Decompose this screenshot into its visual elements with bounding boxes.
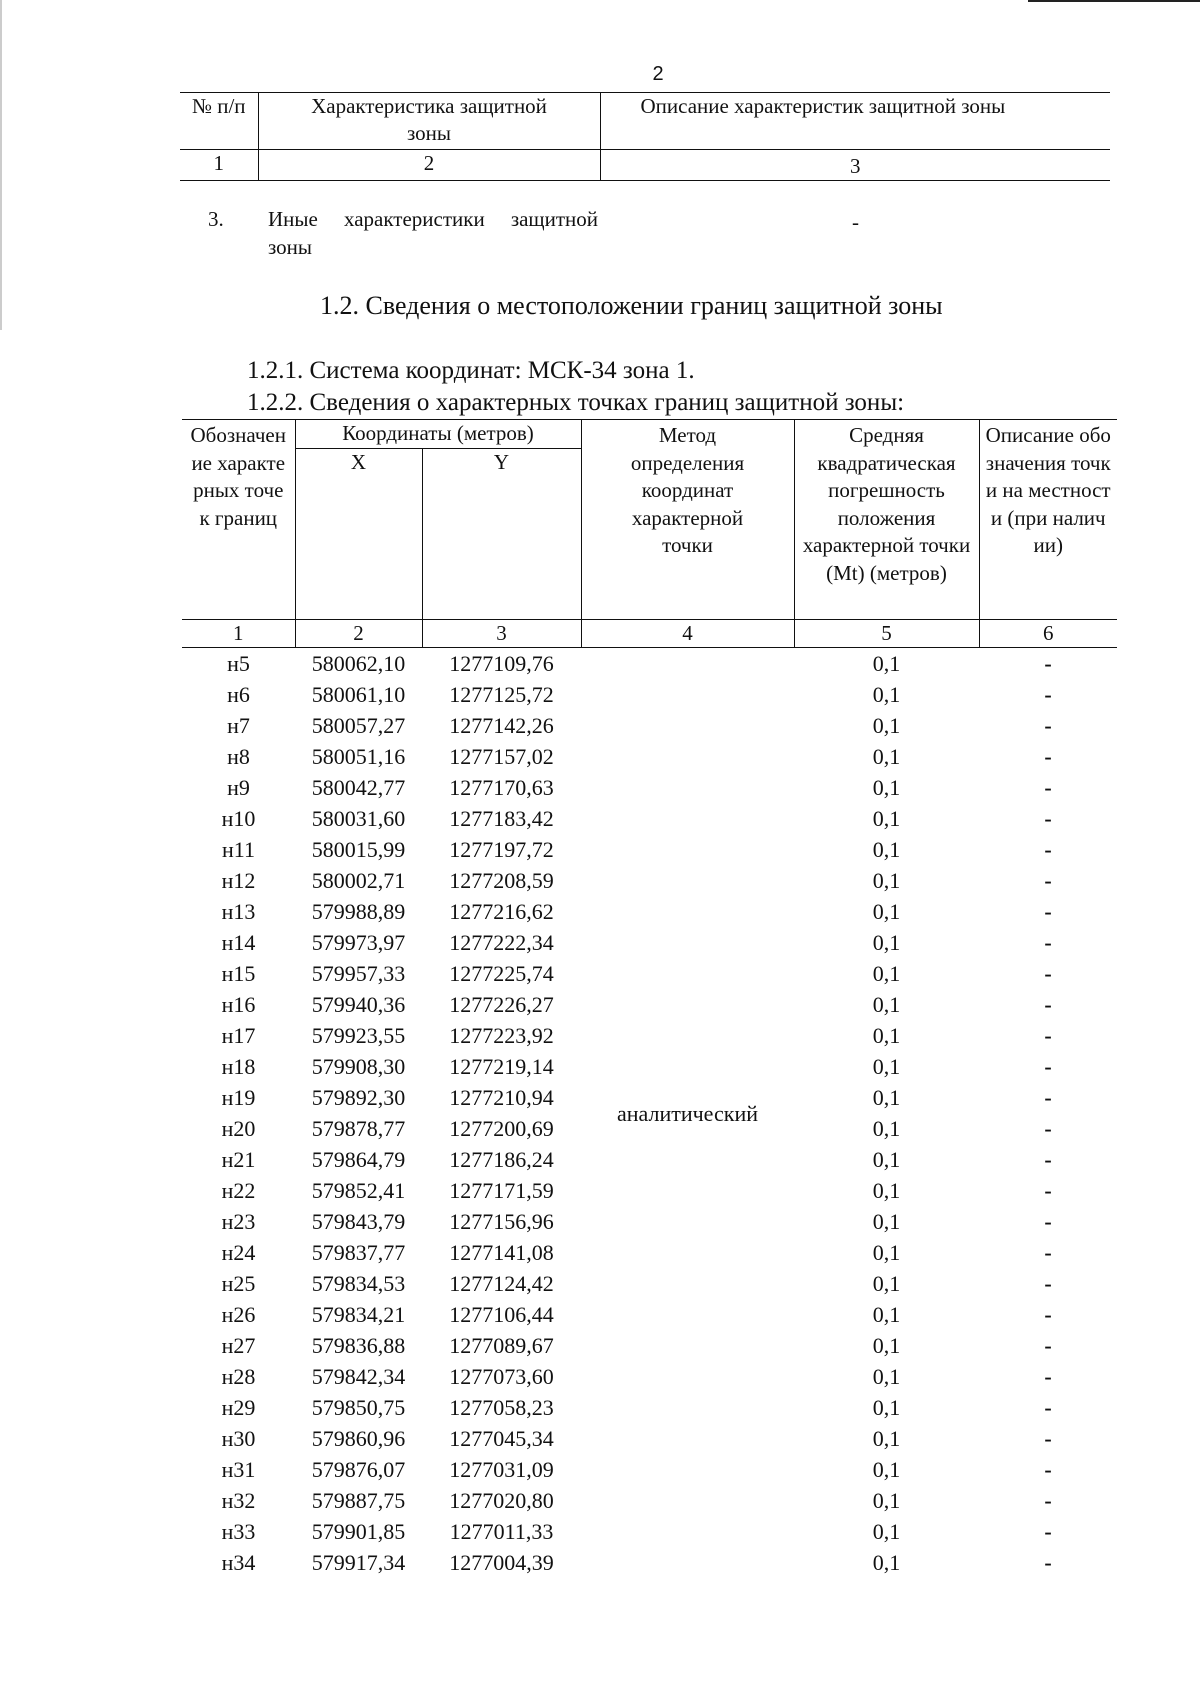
coord-y: 1277011,33 [449,1519,554,1544]
coord-x: 579908,30 [311,1054,406,1079]
page-number: 2 [652,63,664,85]
coord-y: 1277031,09 [449,1457,554,1482]
coord-x: 579878,77 [311,1116,406,1141]
coord-y: 1277210,94 [449,1085,554,1110]
coord-x: 579852,41 [311,1178,406,1203]
col-number: 3 [600,150,1110,181]
coord-x: 579917,34 [311,1550,406,1575]
point-description: - [1044,775,1052,800]
coord-y: 1277157,02 [449,744,554,769]
point-description: - [1044,1147,1052,1172]
col-number: 1 [180,150,258,181]
point-name: н13 [221,899,256,924]
header-description: Описание обозначения точки на местности (при наличии) [979,420,1117,620]
point-description: - [1044,1550,1052,1575]
coord-x: 579892,30 [311,1085,406,1110]
point-name: н9 [227,775,250,800]
coord-y: 1277225,74 [449,961,554,986]
point-name: н26 [221,1302,256,1327]
error-value: 0,1 [872,1054,901,1079]
coord-x: 579973,97 [311,930,406,955]
point-name: н11 [222,837,255,862]
point-description: - [1044,961,1052,986]
point-description: - [1044,1054,1052,1079]
coord-y: 1277020,80 [449,1488,554,1513]
table-header-row [180,93,1110,150]
table-body [182,648,1117,1579]
point-description: - [1044,899,1052,924]
coord-x: 579860,96 [311,1426,406,1451]
point-name: н15 [221,961,256,986]
coord-x: 580051,16 [311,744,406,769]
point-description: - [1044,1302,1052,1327]
point-name: н31 [221,1457,256,1482]
point-name: н24 [221,1240,256,1265]
error-value: 0,1 [872,899,901,924]
header-characteristic: Характеристика защитной зоны [258,93,600,150]
section-title: 1.2. Сведения о местоположении границ защитной зоны [320,291,943,320]
col-number: 4 [581,620,794,648]
coord-x: 580031,60 [311,806,406,831]
point-name: н21 [221,1147,256,1172]
point-name: н16 [221,992,256,1017]
point-name: н20 [221,1116,256,1141]
method-cell: аналитический [616,1100,758,1126]
point-description: - [1044,1085,1052,1110]
coord-y: 1277109,76 [449,651,554,676]
coord-x: 579957,33 [311,961,406,986]
coord-y: 1277089,67 [449,1333,554,1358]
point-description: - [1044,1364,1052,1389]
coord-x: 579836,88 [311,1333,406,1358]
coord-x: 580015,99 [311,837,406,862]
coord-y: 1277186,24 [449,1147,554,1172]
header-number: № п/п [180,93,258,150]
coord-y: 1277183,42 [449,806,554,831]
error-value: 0,1 [872,961,901,986]
point-name: н32 [221,1488,256,1513]
error-value: 0,1 [872,651,901,676]
coord-x: 579850,75 [311,1395,406,1420]
coord-y: 1277223,92 [449,1023,554,1048]
point-name: н27 [221,1333,256,1358]
point-description: - [1044,1426,1052,1451]
coord-x: 579837,77 [311,1240,406,1265]
point-description: - [1044,1116,1052,1141]
coord-x: 580057,27 [311,713,406,738]
coord-x: 579864,79 [311,1147,406,1172]
col-number: 3 [422,620,581,648]
coord-x: 579923,55 [311,1023,406,1048]
header-point: Обозначение характерных точек границ [182,420,295,620]
point-description: - [1044,806,1052,831]
point-description: - [1044,837,1052,862]
error-value: 0,1 [872,837,901,862]
coord-x: 579834,53 [311,1271,406,1296]
header-y: Y [422,449,581,620]
col-number: 2 [295,620,422,648]
point-description: - [1044,1209,1052,1234]
point-name: н33 [221,1519,256,1544]
error-value: 0,1 [872,992,901,1017]
error-value: 0,1 [872,682,901,707]
error-value: 0,1 [872,1240,901,1265]
coord-y: 1277106,44 [449,1302,554,1327]
coord-x: 579834,21 [311,1302,406,1327]
error-value: 0,1 [872,1333,901,1358]
table-row [182,648,1117,680]
error-value: 0,1 [872,1116,901,1141]
error-value: 0,1 [872,1209,901,1234]
header-description: Описание характеристик защитной зоны [600,93,1110,150]
point-name: н29 [221,1395,256,1420]
coord-y: 1277004,39 [449,1550,554,1575]
point-description: - [1044,651,1052,676]
coord-y: 1277124,42 [449,1271,554,1296]
point-description: - [1044,868,1052,893]
col-number: 1 [182,620,295,648]
point-name: н30 [221,1426,256,1451]
coord-x: 579887,75 [311,1488,406,1513]
coord-y: 1277156,96 [449,1209,554,1234]
point-name: н28 [221,1364,256,1389]
error-value: 0,1 [872,713,901,738]
point-name: н18 [221,1054,256,1079]
point-name: н19 [221,1085,256,1110]
coord-y: 1277058,23 [449,1395,554,1420]
error-value: 0,1 [872,1550,901,1575]
point-description: - [1044,682,1052,707]
coord-x: 579843,79 [311,1209,406,1234]
error-value: 0,1 [872,1302,901,1327]
point-name: н23 [221,1209,256,1234]
error-value: 0,1 [872,775,901,800]
zone-characteristics-table [180,92,1110,181]
coord-y: 1277208,59 [449,868,554,893]
point-description: - [1044,1519,1052,1544]
point-description: - [1044,1240,1052,1265]
coord-x: 579901,85 [311,1519,406,1544]
coord-x: 579842,34 [311,1364,406,1389]
coord-x: 579988,89 [311,899,406,924]
coord-y: 1277216,62 [449,899,554,924]
row-label: Иные характеристики защитной зоны [268,207,598,259]
col-number: 2 [258,150,600,181]
error-value: 0,1 [872,1488,901,1513]
point-name: н17 [221,1023,256,1048]
coord-x: 579876,07 [311,1457,406,1482]
coord-x: 580042,77 [311,775,406,800]
error-value: 0,1 [872,1426,901,1451]
error-value: 0,1 [872,1023,901,1048]
point-name: н6 [227,682,250,707]
col-number: 6 [979,620,1117,648]
point-description: - [1044,1333,1052,1358]
error-value: 0,1 [872,806,901,831]
coord-y: 1277219,14 [449,1054,554,1079]
point-name: н12 [221,868,256,893]
coord-x: 579940,36 [311,992,406,1017]
header-error: Средняя квадратическая погрешность положения характерной точки (Mt) (метров) [794,420,979,620]
error-value: 0,1 [872,1271,901,1296]
scan-edge-line [1028,0,1200,2]
coord-x: 580002,71 [311,868,406,893]
point-name: н5 [227,651,250,676]
point-description: - [1044,1271,1052,1296]
point-name: н34 [221,1550,256,1575]
row-value: - [852,210,859,234]
column-numbers-row [182,620,1117,648]
coord-y: 1277142,26 [449,713,554,738]
point-description: - [1044,1023,1052,1048]
coordinate-system: 1.2.1. Система координат: МСК-34 зона 1. [247,357,695,384]
error-value: 0,1 [872,1085,901,1110]
coord-y: 1277073,60 [449,1364,554,1389]
point-name: н14 [221,930,256,955]
point-name: н10 [221,806,256,831]
point-name: н22 [221,1178,256,1203]
coord-y: 1277197,72 [449,837,554,862]
header-coordinates: Координаты (метров) [295,420,581,449]
point-description: - [1044,1457,1052,1482]
coord-x: 580061,10 [311,682,406,707]
point-description: - [1044,992,1052,1017]
coord-y: 1277141,08 [449,1240,554,1265]
point-description: - [1044,744,1052,769]
point-name: н25 [221,1271,256,1296]
boundary-points-table [182,419,1117,1578]
header-method: Метод определения координат характерной точки [581,420,794,620]
point-description: - [1044,930,1052,955]
error-value: 0,1 [872,1519,901,1544]
row-number: 3. [208,207,224,231]
coord-x: 580062,10 [311,651,406,676]
coord-y: 1277045,34 [449,1426,554,1451]
point-description: - [1044,713,1052,738]
coord-y: 1277171,59 [449,1178,554,1203]
column-numbers-row [180,150,1110,181]
points-heading: 1.2.2. Сведения о характерных точках границ защитной зоны: [247,389,905,416]
coord-y: 1277226,27 [449,992,554,1017]
point-description: - [1044,1178,1052,1203]
error-value: 0,1 [872,1364,901,1389]
error-value: 0,1 [872,1178,901,1203]
point-description: - [1044,1488,1052,1513]
coord-y: 1277200,69 [449,1116,554,1141]
coord-y: 1277170,63 [449,775,554,800]
error-value: 0,1 [872,1457,901,1482]
scan-edge-line-left [0,0,2,330]
point-name: н7 [227,713,250,738]
point-description: - [1044,1395,1052,1420]
error-value: 0,1 [872,868,901,893]
point-name: н8 [227,744,250,769]
error-value: 0,1 [872,744,901,769]
table-header-row [182,420,1117,449]
error-value: 0,1 [872,1395,901,1420]
error-value: 0,1 [872,1147,901,1172]
coord-y: 1277222,34 [449,930,554,955]
error-value: 0,1 [872,930,901,955]
coord-y: 1277125,72 [449,682,554,707]
header-x: X [295,449,422,620]
col-number: 5 [794,620,979,648]
